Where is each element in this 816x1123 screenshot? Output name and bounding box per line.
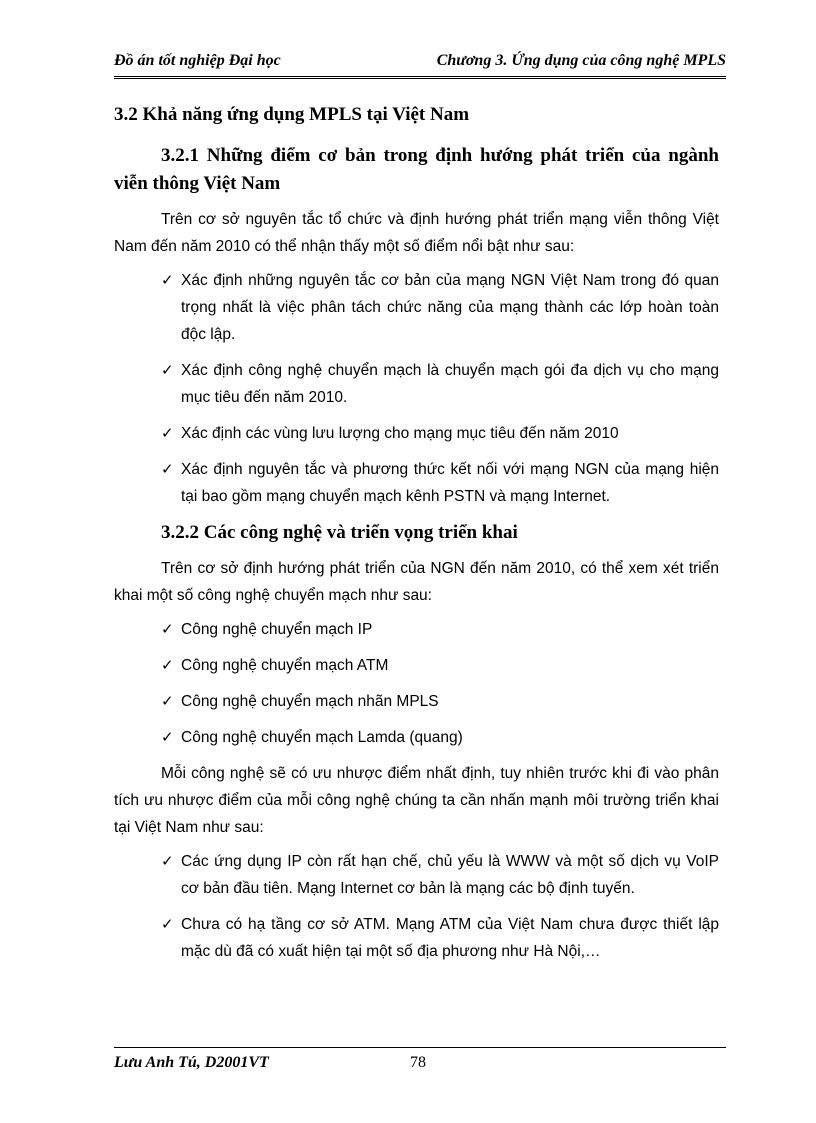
list-item: [161, 848, 719, 902]
list-item-text: Xác định những nguyên tắc cơ bản của mạng NGN Việt Nam trong đó quan trọng nhất là việc phân tách chức năng của mạng thành các lớp hoàn toàn độc lập.: [181, 272, 719, 343]
checklist-3: [114, 848, 719, 965]
footer-author: Lưu Anh Tú, D2001VT: [114, 1054, 269, 1071]
subsection-heading-2: 3.2.2 Các công nghệ và triển vọng triển khai: [161, 522, 518, 543]
check-icon: ✓: [161, 853, 174, 870]
subsection-heading-1: 3.2.1 Những điểm cơ bản trong định hướng phát triển của ngành viễn thông Việt Nam: [114, 145, 719, 194]
header-chapter-title: Chương 3. Ứng dụng của công nghệ MPLS: [436, 52, 726, 69]
list-item-text: Công nghệ chuyển mạch IP: [181, 621, 373, 638]
list-item: [161, 911, 719, 965]
list-item-text: Các ứng dụng IP còn rất hạn chế, chủ yếu là WWW và một số dịch vụ VoIP cơ bản đầu tiên. Mạng Internet cơ bản là mạng các bộ định tuyến.: [181, 853, 719, 897]
list-item-text: Công nghệ chuyển mạch ATM: [181, 657, 389, 674]
page-content: [114, 96, 719, 974]
checklist-1: [114, 267, 719, 510]
page-number: 78: [410, 1054, 426, 1071]
check-icon: ✓: [161, 916, 174, 933]
list-item: [161, 456, 719, 510]
page-header: [114, 48, 726, 79]
list-item-text: Xác định các vùng lưu lượng cho mạng mục tiêu đến năm 2010: [181, 425, 619, 442]
section-heading: 3.2 Khả năng ứng dụng MPLS tại Việt Nam: [114, 104, 470, 125]
paragraph-2: Mỗi công nghệ sẽ có ưu nhược điểm nhất định, tuy nhiên trước khi đi vào phân tích ưu nhược điểm của mỗi công nghệ chúng ta cần nhấn mạnh môi trường triển khai tại Việt Nam như sau:: [114, 765, 719, 836]
list-item-text: Công nghệ chuyển mạch nhãn MPLS: [181, 693, 439, 710]
list-item-text: Công nghệ chuyển mạch Lamda (quang): [181, 729, 463, 746]
check-icon: ✓: [161, 362, 174, 379]
check-icon: ✓: [161, 657, 174, 674]
page-footer: [114, 1047, 726, 1078]
check-icon: ✓: [161, 461, 174, 478]
list-item: [161, 652, 719, 679]
checklist-2: [114, 616, 719, 751]
list-item: [161, 688, 719, 715]
check-icon: ✓: [161, 693, 174, 710]
header-document-title: Đồ án tốt nghiệp Đại học: [114, 52, 281, 69]
list-item-text: Xác định công nghệ chuyển mạch là chuyển mạch gói đa dịch vụ cho mạng mục tiêu đến năm 2010.: [181, 362, 719, 406]
check-icon: ✓: [161, 621, 174, 638]
paragraph-intro-2: Trên cơ sở định hướng phát triển của NGN đến năm 2010, có thể xem xét triển khai một số công nghệ chuyển mạch như sau:: [114, 560, 719, 604]
list-item-text: Chưa có hạ tầng cơ sở ATM. Mạng ATM của Việt Nam chưa được thiết lập mặc dù đã có xuất hiện tại một số địa phương như Hà Nội,…: [181, 916, 719, 960]
list-item: [161, 267, 719, 348]
check-icon: ✓: [161, 425, 174, 442]
list-item: [161, 724, 719, 751]
list-item: [161, 616, 719, 643]
list-item: [161, 357, 719, 411]
check-icon: ✓: [161, 272, 174, 289]
list-item-text: Xác định nguyên tắc và phương thức kết nối với mạng NGN của mạng hiện tại bao gồm mạng chuyển mạch kênh PSTN và mạng Internet.: [181, 461, 719, 505]
paragraph-intro-1: Trên cơ sở nguyên tắc tổ chức và định hướng phát triển mạng viễn thông Việt Nam đến năm 2010 có thể nhận thấy một số điểm nổi bật như sau:: [114, 211, 719, 255]
list-item: [161, 420, 719, 447]
check-icon: ✓: [161, 729, 174, 746]
